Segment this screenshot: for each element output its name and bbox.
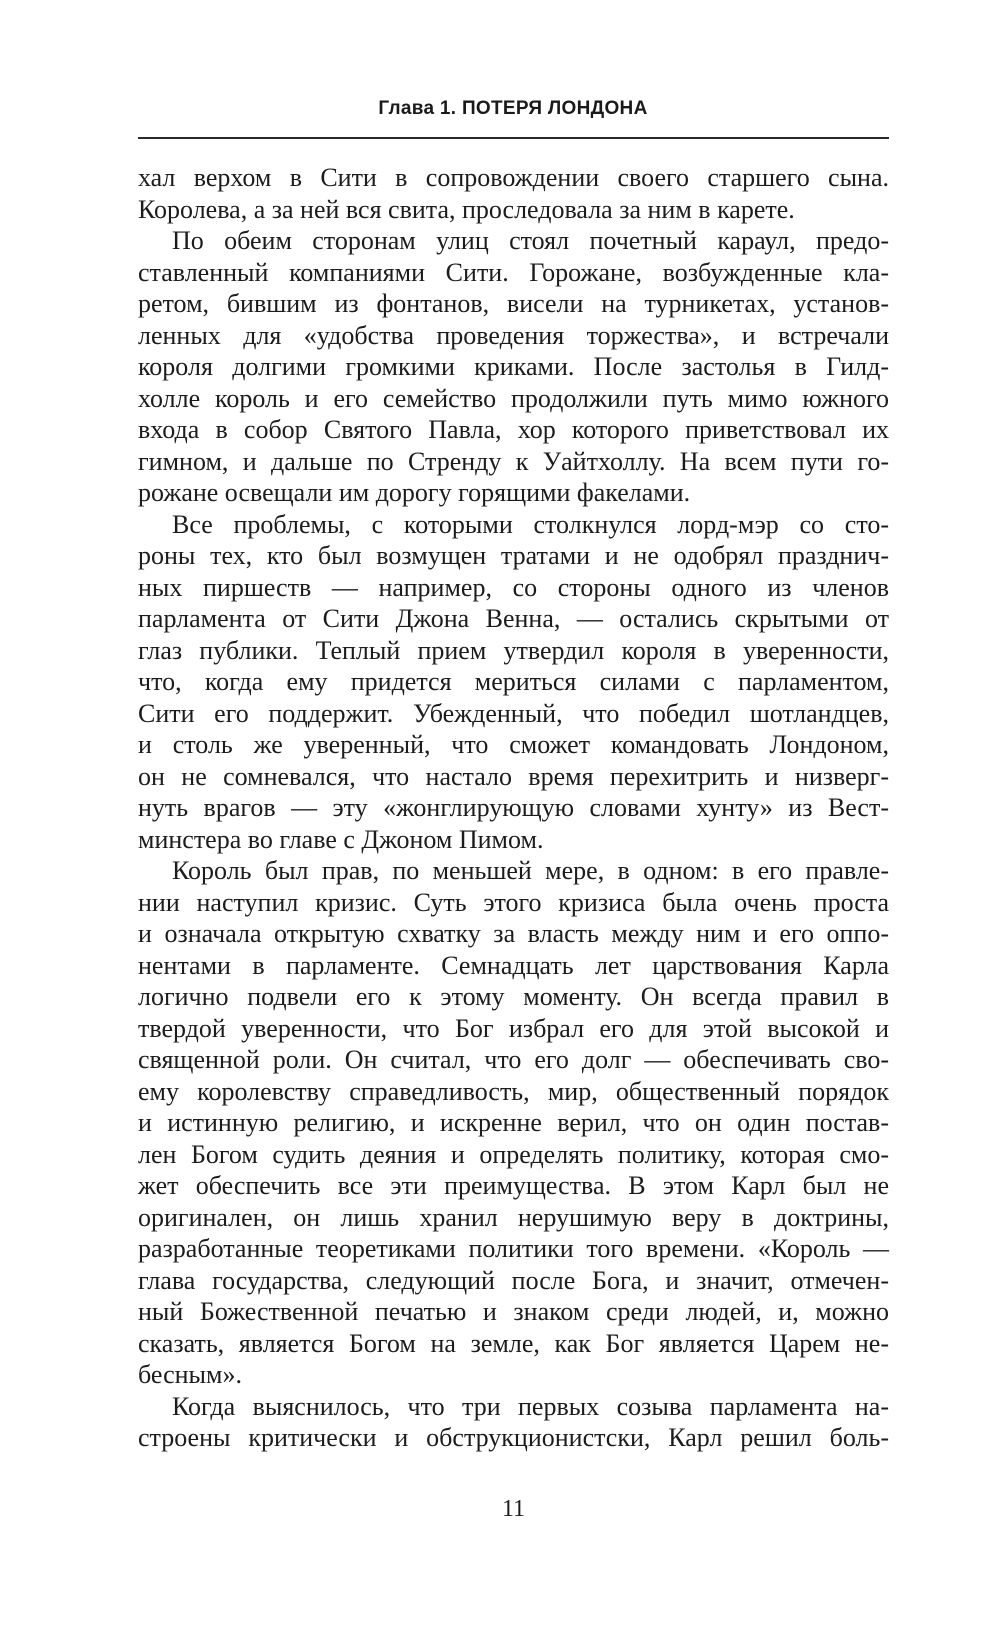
- text-line: священной роли. Он считал, что его долг — обеспечивать сво-: [138, 1045, 889, 1074]
- text-line: гимном, и дальше по Стренду к Уайтхоллу. На всем пути го-: [138, 446, 889, 476]
- text-line: ему королевству справедливость, мир, общественный порядок: [138, 1076, 889, 1106]
- text-line: нентами в парламенте. Семнадцать лет царствования Карла: [138, 950, 889, 980]
- header-rule: [138, 137, 889, 139]
- text-line: Королева, а за ней вся свита, проследовала за ним в карете.: [138, 194, 795, 224]
- running-head: Глава 1. ПОТЕРЯ ЛОНДОНА: [378, 98, 648, 119]
- text-line: оригинален, он лишь хранил нерушимую веру в доктрины,: [138, 1202, 889, 1232]
- text-line: роны тех, кто был возмущен тратами и не одобрял празднич-: [138, 541, 889, 570]
- text-line: разработанные теоретиками политики того времени. «Король —: [138, 1234, 889, 1263]
- text-line: Все проблемы, с которыми столкнулся лорд-мэр со сто-: [172, 509, 889, 539]
- text-line: ретом, бившим из фонтанов, висели на турникетах, установ-: [138, 289, 889, 318]
- text-line: он не сомневался, что настало время перехитрить и низверг-: [138, 761, 889, 791]
- text-line: рожане освещали им дорогу горящими факелами.: [138, 478, 691, 507]
- text-line: глаз публики. Теплый прием утвердил короля в уверенности,: [138, 635, 889, 665]
- page-number: 11: [501, 1496, 526, 1522]
- text-line: По обеим сторонам улиц стоял почетный караул, предо-: [172, 226, 889, 255]
- text-line: Сити его поддержит. Убежденный, что победил шотландцев,: [138, 698, 889, 728]
- text-line: нуть врагов — эту «жонглирующую словами хунту» из Вест-: [138, 793, 889, 822]
- text-line: твердой уверенности, что Бог избрал его для этой высокой и: [138, 1013, 889, 1043]
- text-line: строены критически и обструкционистски, Карл решил боль-: [138, 1423, 889, 1452]
- text-line: нии наступил кризис. Суть этого кризиса была очень проста: [138, 887, 889, 917]
- text-line: и столь же уверенный, что сможет командовать Лондоном,: [138, 730, 889, 759]
- body-text: [138, 162, 889, 1454]
- text-line: что, когда ему придется мериться силами с парламентом,: [138, 667, 889, 696]
- text-line: бесным».: [138, 1360, 242, 1389]
- text-line: холле король и его семейство продолжили путь мимо южного: [138, 383, 889, 413]
- text-line: и означала открытую схватку за власть между ним и его оппо-: [138, 919, 889, 948]
- text-line: ставленный компаниями Сити. Горожане, возбужденные кла-: [138, 257, 889, 287]
- text-line: логично подвели его к этому моменту. Он всегда правил в: [138, 982, 889, 1011]
- text-line: ный Божественной печатью и знаком среди людей, и, можно: [138, 1297, 889, 1326]
- text-line: жет обеспечить все эти преимущества. В этом Карл был не: [138, 1171, 889, 1200]
- text-line: минстера во главе с Джоном Пимом.: [138, 824, 544, 854]
- text-line: и истинную религию, и искренне верил, что он один постав-: [138, 1108, 889, 1137]
- text-line: хал верхом в Сити в сопровождении своего старшего сына.: [138, 163, 889, 192]
- text-line: короля долгими громкими криками. После застолья в Гилд-: [138, 352, 889, 381]
- text-line: входа в собор Святого Павла, хор которого приветствовал их: [138, 415, 889, 444]
- text-line: сказать, является Богом на земле, как Бог является Царем не-: [138, 1328, 889, 1358]
- text-line: парламента от Сити Джона Венна, — остались скрытыми от: [138, 604, 889, 633]
- text-line: Король был прав, по меньшей мере, в одном: в его правле-: [172, 856, 889, 885]
- text-line: глава государства, следующий после Бога, и значит, отмечен-: [138, 1265, 889, 1295]
- text-line: ных пиршеств — например, со стороны одного из членов: [138, 572, 889, 602]
- text-line: Когда выяснилось, что три первых созыва парламента на-: [172, 1391, 889, 1421]
- text-line: лен Богом судить деяния и определять политику, которая смо-: [138, 1139, 889, 1169]
- text-line: ленных для «удобства проведения торжества», и встречали: [138, 320, 889, 350]
